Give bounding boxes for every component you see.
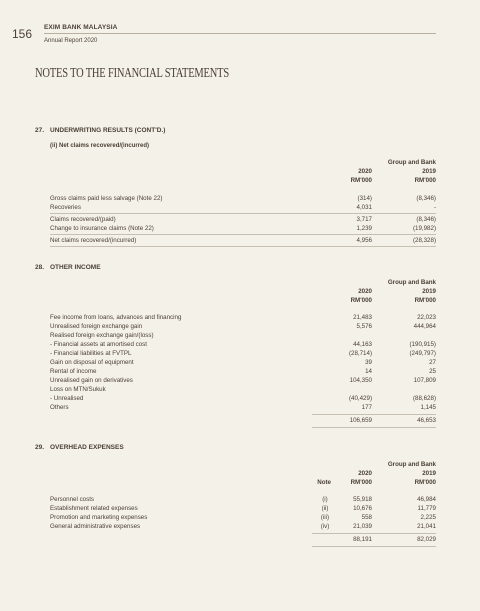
table-row [50,341,436,350]
section-27-subtitle: (ii) Net claims recovered/(incurred) [50,143,150,149]
table-row [50,204,436,213]
unit-2020-header: RM'000 [350,479,372,486]
row-label: Loss on MTN/Sukuk [50,386,106,393]
row-label: Establishment related expenses [50,505,138,512]
row-label: Gain on disposal of equipment [50,359,134,366]
row-label: Others [50,404,69,411]
group-bank-header: Group and Bank [387,159,436,166]
value-2019: 46,653 [417,417,436,424]
row-label: Gross claims paid less salvage (Note 22) [50,195,163,202]
row-divider [50,213,436,214]
unit-2019-header: RM'000 [414,177,436,184]
value-2020: 21,039 [353,523,372,530]
value-2020: 21,483 [353,314,372,321]
total-divider [312,414,436,415]
unit-2019-header: RM'000 [414,479,436,486]
row-label: Net claims recovered/(incurred) [50,237,137,244]
row-label: Fee income from loans, advances and financing [50,314,182,321]
value-2020: 4,031 [356,204,372,211]
value-2020: 177 [361,404,372,411]
row-label: Claims recovered/(paid) [50,216,116,223]
value-2019: 444,964 [413,323,436,330]
table-row [50,514,436,523]
value-2019: 107,809 [413,377,436,384]
row-label: Unrealised gain on derivatives [50,377,133,384]
row-divider [50,246,436,247]
value-2020: 106,659 [349,417,372,424]
row-label: Realised foreign exchange gain/(loss) [50,332,154,339]
row-label: General administrative expenses [50,523,141,530]
table-row [50,314,436,323]
row-label: Rental of income [50,368,97,375]
table-row [50,350,436,359]
section-29-number: 29. [35,444,45,451]
value-2020: 1,239 [356,225,372,232]
value-2020: 104,350 [349,377,372,384]
total-divider [312,533,436,534]
table-row [50,386,436,395]
value-2019: 11,779 [417,505,436,512]
unit-2019-header: RM'000 [414,297,436,304]
page-number: 156 [12,27,33,41]
value-2020: 5,576 [356,323,372,330]
value-2019: (249,797) [409,350,436,357]
report-title: Annual Report 2020 [44,38,98,44]
value-2019: 22,023 [417,314,436,321]
total-divider [312,427,436,428]
year-2019-header: 2019 [422,288,436,295]
value-2019: 2,225 [420,514,436,521]
row-label: Personnel costs [50,496,95,503]
total-row [50,237,436,246]
table-row [50,395,436,404]
total-row [50,417,436,426]
row-label: Recoveries [50,204,81,211]
value-2020: (314) [357,195,372,202]
table-row [50,195,436,204]
table-row [50,505,436,514]
year-2020-header: 2020 [358,470,372,477]
value-2020: 39 [365,359,372,366]
bank-name: EXIM BANK MALAYSIA [44,24,118,31]
row-note: (i) [322,496,328,503]
row-note: (iv) [320,523,330,530]
table-row [50,225,436,234]
table-row [50,523,436,532]
value-2019: (8,346) [416,216,436,223]
value-2019: 46,984 [417,496,436,503]
value-2020: 558 [361,514,372,521]
row-divider [50,234,436,235]
table-row [50,359,436,368]
section-27-number: 27. [35,127,45,134]
value-2020: 55,918 [353,496,372,503]
year-2020-header: 2020 [358,288,372,295]
value-2019: (8,346) [416,195,436,202]
value-2019: (28,328) [412,237,436,244]
group-bank-header: Group and Bank [387,279,436,286]
table-row [50,332,436,341]
value-2019: 82,029 [417,536,436,543]
note-header: Note [317,479,331,486]
unit-2020-header: RM'000 [350,177,372,184]
row-note: (iii) [320,514,330,521]
table-row [50,404,436,413]
year-2019-header: 2019 [422,168,436,175]
value-2019: - [433,204,436,211]
value-2020: 3,717 [356,216,372,223]
header-divider [44,33,436,34]
table-row [50,368,436,377]
value-2019: (88,628) [412,395,436,402]
section-28-number: 28. [35,264,45,271]
value-2019: 21,041 [417,523,436,530]
unit-2020-header: RM'000 [350,297,372,304]
value-2020: (40,429) [348,395,372,402]
year-2020-header: 2020 [358,168,372,175]
row-label: Promotion and marketing expenses [50,514,148,521]
total-row [50,536,436,545]
value-2020: 14 [365,368,372,375]
section-28-title: OTHER INCOME [50,264,101,271]
row-label: - Financial assets at amortised cost [50,341,147,348]
value-2019: (190,915) [409,341,436,348]
row-label: - Unrealised [50,395,84,402]
table-row [50,496,436,505]
table-row [50,377,436,386]
section-29-title: OVERHEAD EXPENSES [50,444,124,451]
notes-title: NOTES TO THE FINANCIAL STATEMENTS [35,66,230,81]
total-divider [312,546,436,547]
table-row [50,323,436,332]
row-label: - Financial liabilities at FVTPL [50,350,132,357]
value-2020: 88,191 [353,536,372,543]
value-2020: (28,714) [348,350,372,357]
table-row [50,216,436,225]
value-2019: 1,145 [420,404,436,411]
year-2019-header: 2019 [422,470,436,477]
row-label: Change to insurance claims (Note 22) [50,225,154,232]
section-27-title: UNDERWRITING RESULTS (CONT'D.) [50,127,166,134]
value-2020: 44,163 [353,341,372,348]
value-2019: (19,982) [412,225,436,232]
value-2019: 25 [429,368,436,375]
row-note: (ii) [321,505,329,512]
group-bank-header: Group and Bank [387,461,436,468]
value-2020: 10,676 [353,505,372,512]
row-label: Unrealised foreign exchange gain [50,323,143,330]
value-2019: 27 [429,359,436,366]
value-2020: 4,956 [356,237,372,244]
